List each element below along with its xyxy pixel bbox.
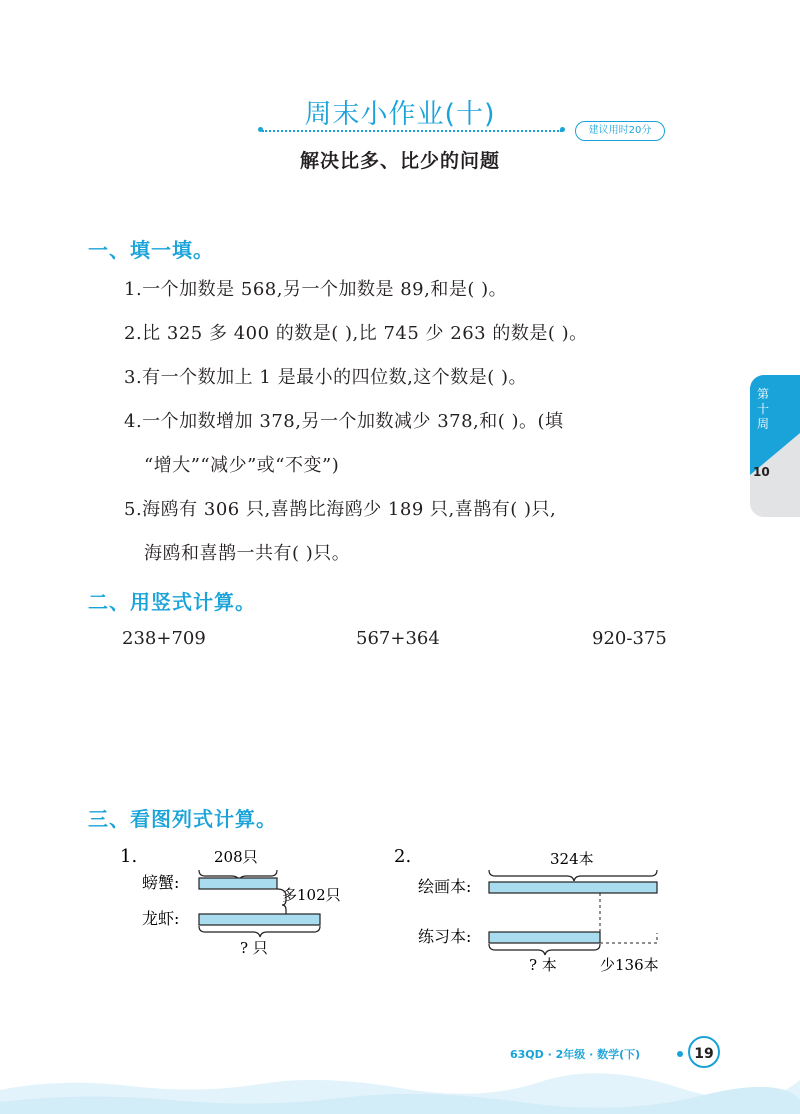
section2-heading: 二、用竖式计算。 xyxy=(88,590,256,614)
diagram1-number: 1. xyxy=(120,846,138,867)
diagram2-bottom-brace xyxy=(489,944,600,955)
bottom-wave-decoration xyxy=(0,1030,800,1114)
page-title: 周末小作业(十) xyxy=(304,99,496,130)
diagram2-drawing-label: 绘画本: xyxy=(418,877,472,896)
line-diagram-notebooks xyxy=(390,840,690,980)
diagram2-number: 2. xyxy=(394,846,412,867)
vertical-calc-3: 920-375 xyxy=(592,628,667,649)
diagram2-diff-label: 少136本 xyxy=(600,956,659,974)
crab-bar xyxy=(199,878,277,889)
footer-dot xyxy=(677,1051,683,1057)
lobster-bar xyxy=(199,914,320,925)
title-line-dot-right xyxy=(560,127,565,132)
section1-heading: 一、填一填。 xyxy=(88,238,214,262)
drawing-notebook-bar xyxy=(489,882,657,893)
question-5: 5.海鸥有 306 只,喜鹊比海鸥少 189 只,喜鹊有( )只, xyxy=(124,499,557,520)
diagram2-question-label: ? 本 xyxy=(529,956,557,974)
footer-book-info: 63QD · 2年级 · 数学(下) xyxy=(510,1048,641,1061)
practice-notebook-bar xyxy=(489,932,600,943)
diagram1-crab-label: 螃蟹: xyxy=(142,873,180,892)
suggested-time-badge: 建议用时20分 xyxy=(575,121,665,141)
question-4: 4.一个加数增加 378,另一个加数减少 378,和( )。(填 xyxy=(124,411,564,432)
week-side-tab xyxy=(750,375,800,517)
diagram1-total-label: ? 只 xyxy=(240,939,268,957)
diagram1-diff-label: 多102只 xyxy=(282,886,341,904)
diagram1-bottom-brace xyxy=(199,926,320,937)
diagram2-top-brace xyxy=(489,870,657,881)
vertical-calc-1: 238+709 xyxy=(122,628,206,649)
diagram1-lobster-label: 龙虾: xyxy=(142,909,180,928)
title-divider xyxy=(262,130,562,132)
diagram2-missing-segment xyxy=(600,933,657,943)
diagram2-top-label: 324本 xyxy=(550,850,594,868)
line-diagram-crab-lobster xyxy=(110,840,370,970)
vertical-calc-2: 567+364 xyxy=(356,628,440,649)
diagram1-top-label: 208只 xyxy=(214,848,258,866)
week-tab-label: 第十周 xyxy=(756,387,769,431)
question-4-continued: “增大”“减少”或“不变”) xyxy=(144,455,340,476)
question-1: 1.一个加数是 568,另一个加数是 89,和是( )。 xyxy=(124,279,508,300)
week-tab-number: 10 xyxy=(753,465,770,479)
section3-heading: 三、看图列式计算。 xyxy=(88,807,277,831)
question-5-continued: 海鸥和喜鹊一共有( )只。 xyxy=(144,543,351,564)
page-number: 19 xyxy=(688,1036,720,1068)
question-3: 3.有一个数加上 1 是最小的四位数,这个数是( )。 xyxy=(124,367,528,388)
question-2: 2.比 325 多 400 的数是( ),比 745 少 263 的数是( )。 xyxy=(124,323,588,344)
page-subtitle: 解决比多、比少的问题 xyxy=(299,150,500,172)
diagram2-practice-label: 练习本: xyxy=(418,927,472,946)
